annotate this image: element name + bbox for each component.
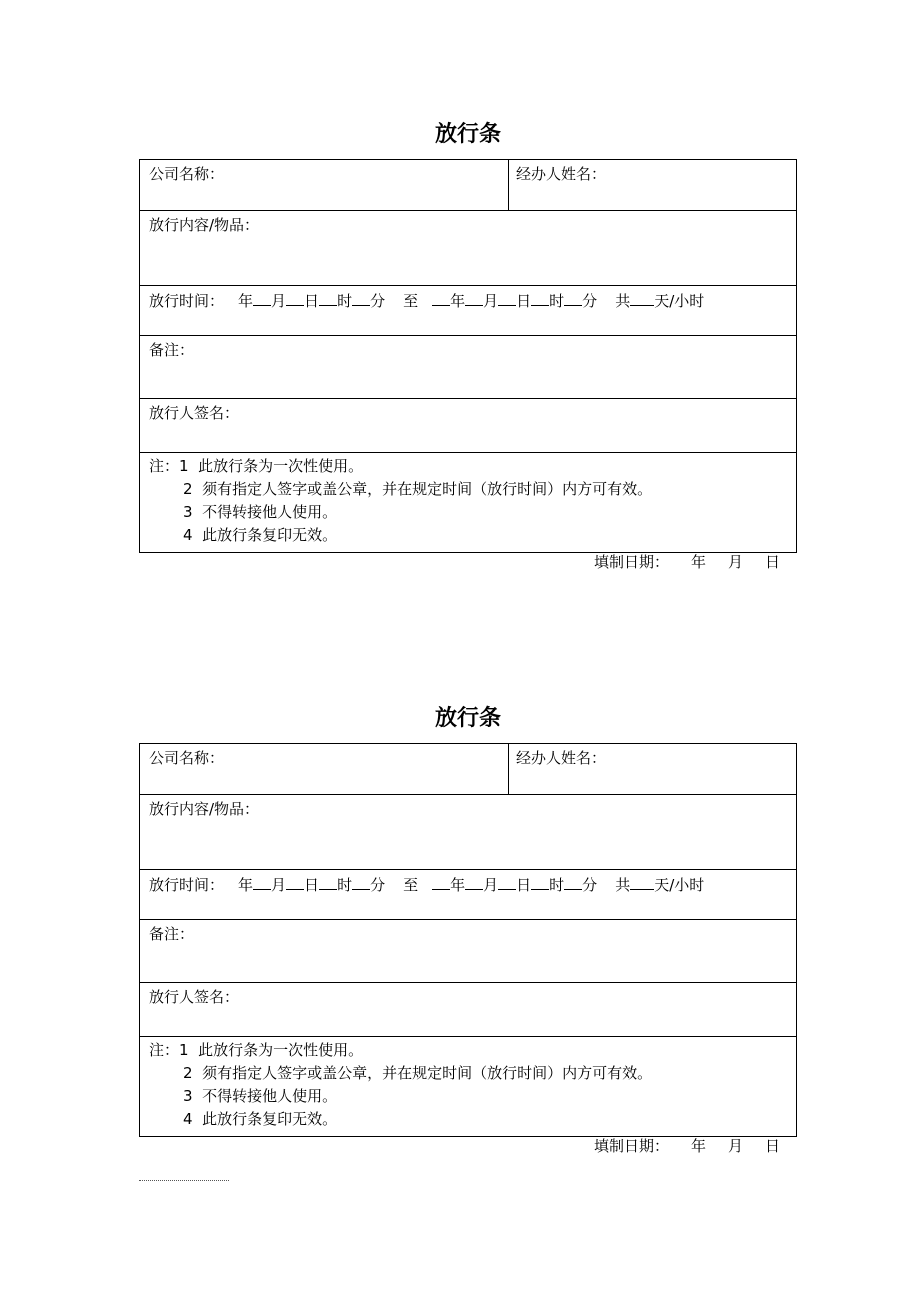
note-number: 3 xyxy=(183,1087,193,1105)
note-text: 不得转接他人使用。 xyxy=(202,503,338,521)
handler-name-label: 经办人姓名： xyxy=(516,749,607,767)
unit-to: 至 xyxy=(403,292,419,310)
notes-row xyxy=(140,453,796,552)
note-text: 此放行条复印无效。 xyxy=(202,526,338,544)
blank-field xyxy=(465,291,483,306)
blank-field xyxy=(286,291,304,306)
unit-day: 日 xyxy=(304,292,320,310)
unit-day: 日 xyxy=(516,292,532,310)
note-number: 4 xyxy=(183,526,193,544)
unit-minute: 分 xyxy=(582,292,598,310)
unit-total: 共 xyxy=(615,292,631,310)
unit-year: 年 xyxy=(238,876,254,894)
note-item xyxy=(149,1062,652,1085)
blank-field xyxy=(498,291,516,306)
blank-field xyxy=(352,291,370,306)
unit-minute: 分 xyxy=(370,876,386,894)
unit-hour: 时 xyxy=(549,292,565,310)
fill-date-line xyxy=(594,551,794,573)
blank-field xyxy=(465,875,483,890)
release-content-label: 放行内容/物品： xyxy=(149,216,260,234)
unit-hour: 时 xyxy=(337,876,353,894)
slip-title: 放行条 xyxy=(434,122,501,147)
fill-date-label: 填制日期： xyxy=(594,1137,670,1155)
company-row xyxy=(140,744,796,795)
notes-prefix: 注： xyxy=(149,457,180,475)
unit-hour: 时 xyxy=(549,876,565,894)
notes-block xyxy=(149,455,652,547)
blank-field xyxy=(498,875,516,890)
note-item xyxy=(149,501,652,524)
blank-field xyxy=(253,291,271,306)
note-text: 不得转接他人使用。 xyxy=(202,1087,338,1105)
unit-year: 年 xyxy=(450,876,466,894)
dotted-divider xyxy=(139,1180,229,1181)
blank-field xyxy=(432,875,450,890)
fill-date-year: 年 xyxy=(691,1137,707,1155)
unit-year: 年 xyxy=(450,292,466,310)
note-number: 1 xyxy=(179,1041,189,1059)
fill-date-month: 月 xyxy=(728,1137,744,1155)
unit-year: 年 xyxy=(238,292,254,310)
note-item xyxy=(149,478,652,501)
blank-field xyxy=(319,875,337,890)
unit-month: 月 xyxy=(271,292,287,310)
signer-row xyxy=(140,983,796,1037)
column-divider xyxy=(508,744,509,794)
unit-hour: 时 xyxy=(337,292,353,310)
blank-field xyxy=(286,875,304,890)
note-text: 须有指定人签字或盖公章，并在规定时间（放行时间）内方可有效。 xyxy=(202,480,653,498)
fill-date-year: 年 xyxy=(691,553,707,571)
fill-date-label: 填制日期： xyxy=(594,553,670,571)
slip-form-table xyxy=(139,159,797,553)
unit-day-hour: 天/小时 xyxy=(654,292,705,310)
unit-total: 共 xyxy=(615,876,631,894)
unit-day: 日 xyxy=(304,876,320,894)
remark-label: 备注： xyxy=(149,925,195,943)
note-text: 此放行条为一次性使用。 xyxy=(198,457,364,475)
note-number: 3 xyxy=(183,503,193,521)
slip-form-table xyxy=(139,743,797,1137)
remark-row xyxy=(140,336,796,399)
company-name-label: 公司名称： xyxy=(149,749,225,767)
slip-title: 放行条 xyxy=(434,706,501,731)
signer-label: 放行人签名： xyxy=(149,404,240,422)
note-item xyxy=(149,455,652,478)
fill-date-month: 月 xyxy=(728,553,744,571)
unit-minute: 分 xyxy=(582,876,598,894)
unit-month: 月 xyxy=(483,292,499,310)
release-time-line xyxy=(149,874,704,896)
company-row xyxy=(140,160,796,211)
fill-date-line xyxy=(594,1135,794,1157)
content-row xyxy=(140,795,796,870)
note-number: 1 xyxy=(179,457,189,475)
notes-prefix: 注： xyxy=(149,1041,180,1059)
blank-field xyxy=(564,291,582,306)
signer-label: 放行人签名： xyxy=(149,988,240,1006)
release-time-label: 放行时间： xyxy=(149,876,225,894)
blank-field xyxy=(319,291,337,306)
note-item xyxy=(149,1108,652,1131)
blank-field xyxy=(531,291,549,306)
unit-to: 至 xyxy=(403,876,419,894)
blank-field xyxy=(352,875,370,890)
note-number: 2 xyxy=(183,1064,193,1082)
note-text: 须有指定人签字或盖公章，并在规定时间（放行时间）内方可有效。 xyxy=(202,1064,653,1082)
blank-field xyxy=(630,291,654,306)
remark-label: 备注： xyxy=(149,341,195,359)
time-row xyxy=(140,286,796,336)
release-time-label: 放行时间： xyxy=(149,292,225,310)
notes-row xyxy=(140,1037,796,1136)
blank-field xyxy=(432,291,450,306)
handler-name-label: 经办人姓名： xyxy=(516,165,607,183)
unit-day-hour: 天/小时 xyxy=(654,876,705,894)
company-name-label: 公司名称： xyxy=(149,165,225,183)
notes-block xyxy=(149,1039,652,1131)
fill-date-day: 日 xyxy=(765,1137,781,1155)
release-time-line xyxy=(149,290,704,312)
signer-row xyxy=(140,399,796,453)
note-text: 此放行条为一次性使用。 xyxy=(198,1041,364,1059)
note-item xyxy=(149,1039,652,1062)
note-number: 4 xyxy=(183,1110,193,1128)
blank-field xyxy=(253,875,271,890)
blank-field xyxy=(630,875,654,890)
unit-month: 月 xyxy=(271,876,287,894)
time-row xyxy=(140,870,796,920)
note-item xyxy=(149,1085,652,1108)
content-row xyxy=(140,211,796,286)
unit-minute: 分 xyxy=(370,292,386,310)
remark-row xyxy=(140,920,796,983)
blank-field xyxy=(531,875,549,890)
note-item xyxy=(149,524,652,547)
release-content-label: 放行内容/物品： xyxy=(149,800,260,818)
blank-field xyxy=(564,875,582,890)
unit-month: 月 xyxy=(483,876,499,894)
column-divider xyxy=(508,160,509,210)
fill-date-day: 日 xyxy=(765,553,781,571)
note-number: 2 xyxy=(183,480,193,498)
note-text: 此放行条复印无效。 xyxy=(202,1110,338,1128)
unit-day: 日 xyxy=(516,876,532,894)
